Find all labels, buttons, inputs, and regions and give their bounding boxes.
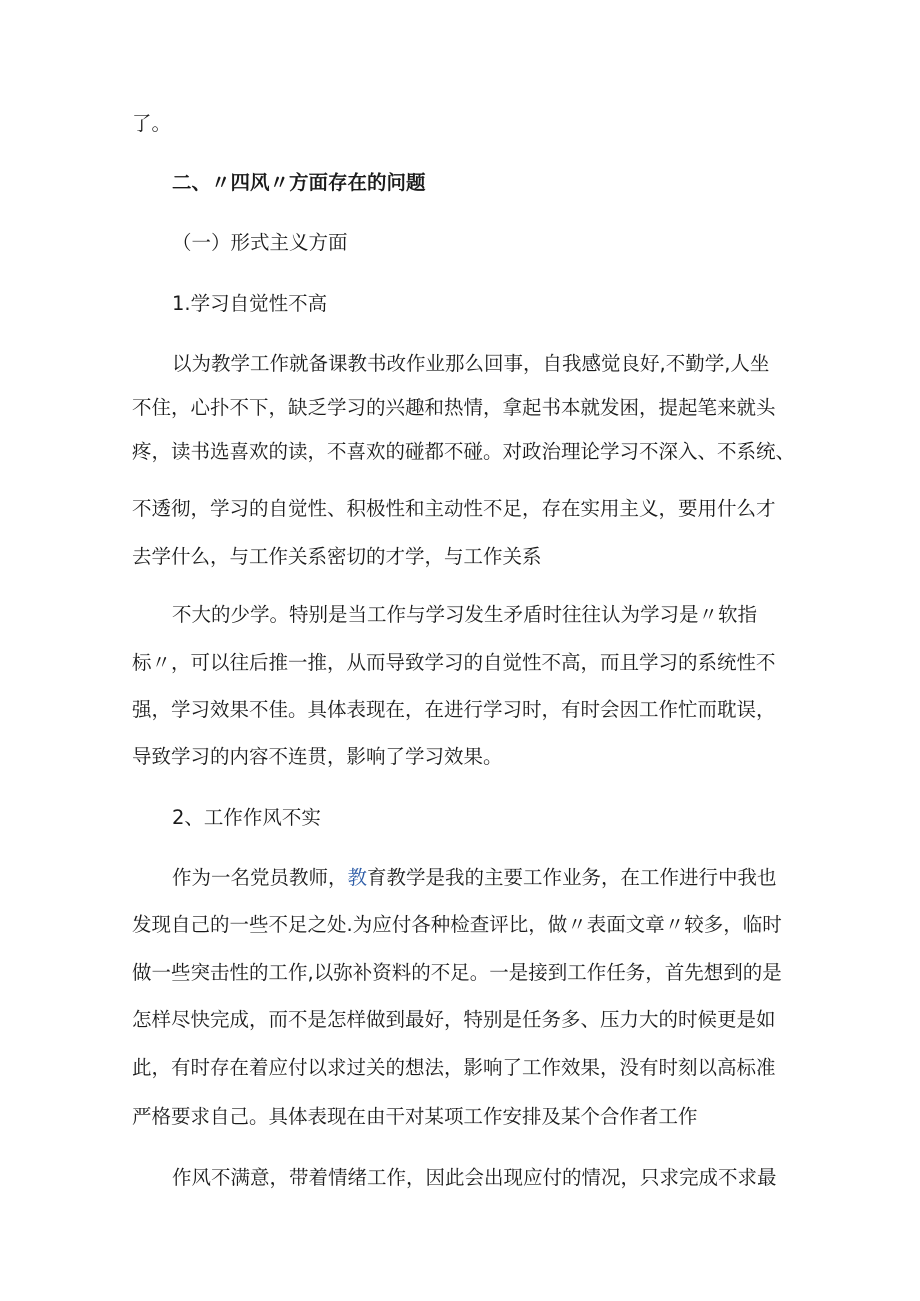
paragraph-line: 标〃，可以往后推一推，从而导致学习的自觉性不高，而且学习的系统性不 xyxy=(132,651,776,674)
paragraph-line: 不透彻，学习的自觉性、积极性和主动性不足，存在实用主义，要用什么才 xyxy=(132,497,776,520)
paragraph-line: 不大的少学。特别是当工作与学习发生矛盾时往往认为学习是〃软指 xyxy=(172,603,758,626)
paragraph-line: 去学什么，与工作关系密切的才学，与工作关系 xyxy=(132,545,542,568)
colored-text-segment: 教 xyxy=(347,866,368,889)
paragraph-line: 作风不满意，带着情绪工作，因此会出现应付的情况，只求完成不求最 xyxy=(172,1166,777,1189)
paragraph-line: 以为教学工作就备课教书改作业那么回事，自我感觉良好,不勤学,人坐 xyxy=(172,352,770,375)
paragraph-line xyxy=(172,866,777,890)
paragraph-line: 怎样尽快完成，而不是怎样做到最好，特别是任务多、压力大的时候更是如 xyxy=(132,1008,776,1031)
item-heading: 1.学习自觉性不高 xyxy=(172,292,328,315)
text-line: 了。 xyxy=(132,112,172,135)
text-segment: 作为一名党员教师， xyxy=(172,866,348,889)
paragraph-line: 严格要求自己。具体表现在由干对某项工作安排及某个合作者工作 xyxy=(132,1105,698,1128)
text-segment: 育教学是我的主要工作业务，在工作进行中我也 xyxy=(367,866,777,889)
paragraph-line: 做一些突击性的工作,以弥补资料的不足。一是接到工作任务，首先想到的是 xyxy=(132,961,782,984)
item-heading: 2、工作作风不实 xyxy=(172,806,321,829)
paragraph-line: 疼，读书选喜欢的读，不喜欢的碰都不碰。对政治理论学习不深入、不系统、 xyxy=(132,440,796,463)
subsection-heading: （一）形式主义方面 xyxy=(172,231,348,254)
section-heading: 二、〃四风〃方面存在的问题 xyxy=(172,171,426,194)
paragraph-line: 强，学习效果不佳。具体表现在，在进行学习时，有时会因工作忙而耽误， xyxy=(132,698,776,721)
paragraph-line: 不住，心扑不下，缺乏学习的兴趣和热情，拿起书本就发困，提起笔来就头 xyxy=(132,396,776,419)
paragraph-line: 导致学习的内容不连贯，影响了学习效果。 xyxy=(132,745,503,768)
paragraph-line: 发现自己的一些不足之处.为应付各种检查评比，做〃表面文章〃较多，临时 xyxy=(132,913,782,936)
paragraph-line: 此，有时存在着应付以求过关的想法，影响了工作效果，没有时刻以高标准 xyxy=(132,1056,776,1079)
